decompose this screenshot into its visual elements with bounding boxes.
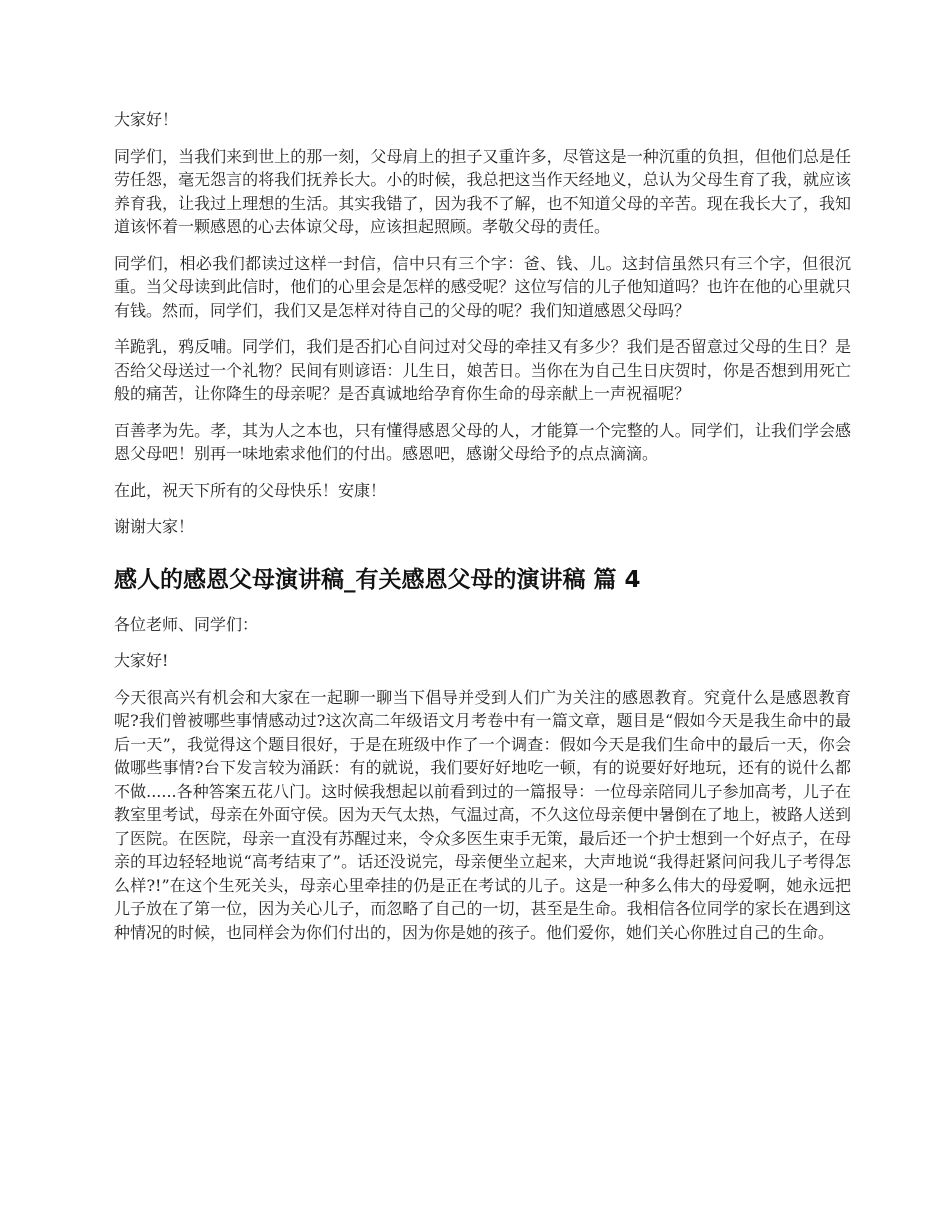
- body-paragraph: 今天很高兴有机会和大家在一起聊一聊当下倡导并受到人们广为关注的感恩教育。究竟什么是感恩教育呢?我们曾被哪些事情感动过?这次高二年级语文月考卷中有一篇文章，题目是“假如今天是我生命中的最后一天”，我觉得这个题目很好，于是在班级中作了一个调查：假如今天是我们生命中的最后一天，你会做哪些事情?台下发言较为涌跃：有的就说，我们要好好地吃一顿，有的说要好好地玩，还有的说什么都不做......各种答案五花八门。这时候我想起以前看到过的一篇报导：一位母亲陪同儿子参加高考，儿子在教室里考试，母亲在外面守侯。因为天气太热，气温过高，不久这位母亲便中暑倒在了地上，被路人送到了医院。在医院，母亲一直没有苏醒过来，令众多医生束手无策，最后还一个护士想到一个好点子，在母亲的耳边轻轻地说“高考结束了”。话还没说完，母亲便坐立起来，大声地说“我得赶紧问问我儿子考得怎么样?!”在这个生死关头，母亲心里牵挂的仍是正在考试的儿子。这是一种多么伟大的母爱啊，她永远把儿子放在了第一位，因为关心儿子，而忽略了自己的一切，甚至是生命。我相信各位同学的家长在遇到这种情况的时候，也同样会为你们付出的，因为你是她的孩子。他们爱你，她们关心你胜过自己的生命。: [114, 687, 851, 942]
- paragraph-parents-burden: 同学们，当我们来到世上的那一刻，父母肩上的担子又重许多，尽管这是一种沉重的负担，但他们总是任劳任怨，毫无怨言的将我们抚养长大。小的时候，我总把这当作天经地义，总认为父母生育了我，就应该养育我，让我过上理想的生活。其实我错了，因为我不了解，也不知道父母的辛苦。现在我长大了，我知道该怀着一颗感恩的心去体谅父母，应该担起照顾。孝敬父母的责任。: [114, 146, 851, 236]
- salutation: 各位老师、同学们：: [114, 614, 259, 634]
- paragraph-blessing: 在此，祝天下所有的父母快乐！安康！: [114, 480, 387, 500]
- closing: 谢谢大家！: [114, 517, 195, 536]
- paragraph-filial-gratitude: 羊跪乳，鸦反哺。同学们，我们是否扪心自问过对父母的牵挂又有多少？我们是否留意过父母的生日？是否给父母送过一个礼物？民间有则谚语：儿生日，娘苦日。当你在为自己生日庆贺时，你是否想到用死亡般的痛苦，让你降生的母亲呢？是否真诚地给孕育你生命的母亲献上一声祝福呢？: [114, 337, 851, 403]
- document-page: [114, 108, 851, 957]
- paragraph-letter: 同学们，相必我们都读过这样一封信，信中只有三个字：爸、钱、儿。这封信虽然只有三个字，但很沉重。当父母读到此信时，他们的心里会是怎样的感受呢？这位写信的儿子他知道吗？也许在他的心里就只有钱。然而，同学们，我们又是怎样对待自己的父母的呢？我们知道感恩父母吗？: [114, 253, 851, 320]
- greeting: 大家好！: [114, 110, 179, 129]
- greeting-2: 大家好!: [114, 651, 169, 670]
- section-heading: 感人的感恩父母演讲稿_有关感恩父母的演讲稿 篇 4: [114, 566, 641, 593]
- paragraph-filial-piety: 百善孝为先。孝，其为人之本也，只有懂得感恩父母的人，才能算一个完整的人。同学们，让我们学会感恩父母吧！别再一味地索求他们的付出。感恩吧，感谢父母给予的点点滴滴。: [114, 420, 851, 463]
